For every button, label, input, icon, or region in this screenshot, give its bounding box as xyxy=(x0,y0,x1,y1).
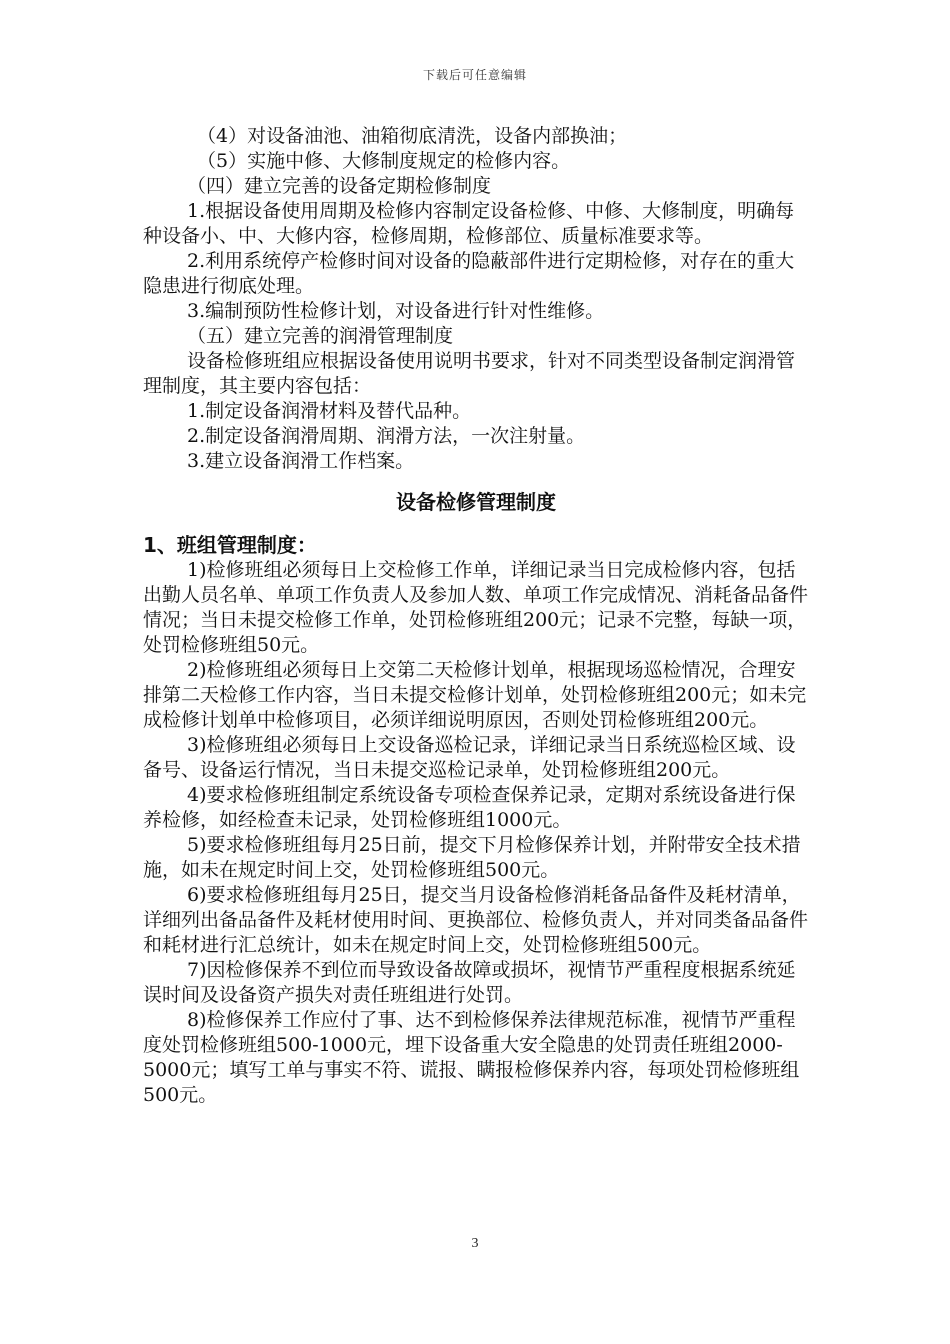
page-number: 3 xyxy=(471,1236,479,1251)
rule-item: 7)因检修保养不到位而导致设备故障或损坏，视情节严重程度根据系统延误时间及设备资产损失对责任班组进行处罚。 xyxy=(143,959,796,1006)
rule-item: 6)要求检修班组每月25日，提交当月设备检修消耗备品备件及耗材清单，详细列出备品备件及耗材使用时间、更换部位、检修负责人，并对同类备品备件和耗材进行汇总统计，如未在规定时间上交，处罚检修班组500元。 xyxy=(143,884,809,956)
rule-item: 8)检修保养工作应付了事、达不到检修保养法律规范标准，视情节严重程度处罚检修班组500-1000元，埋下设备重大安全隐患的处罚责任班组2000-5000元；填写工单与事实不符、谎报、瞒报检修保养内容，每项处罚检修班组500元。 xyxy=(143,1009,800,1106)
rule-item: 1)检修班组必须每日上交检修工作单，详细记录当日完成检修内容，包括出勤人员名单、单项工作负责人及参加人数、单项工作完成情况、消耗备品备件情况；当日未提交检修工作单，处罚检修班组200元；记录不完整，每缺一项，处罚检修班组50元。 xyxy=(143,559,809,656)
section-heading: （四）建立完善的设备定期检修制度 xyxy=(187,175,492,197)
paragraph: 3.建立设备润滑工作档案。 xyxy=(187,450,415,472)
document-body xyxy=(143,124,809,1108)
rule-item: 5)要求检修班组每月25日前，提交下月检修保养计划，并附带安全技术措施，如未在规定时间上交，处罚检修班组500元。 xyxy=(143,834,801,881)
paragraph: 1.根据设备使用周期及检修内容制定设备检修、中修、大修制度，明确每种设备小、中、大修内容，检修周期，检修部位、质量标准要求等。 xyxy=(143,200,795,247)
paragraph: 2.利用系统停产检修时间对设备的隐蔽部件进行定期检修，对存在的重大隐患进行彻底处理。 xyxy=(143,250,795,297)
paragraph: （4）对设备油池、油箱彻底清洗，设备内部换油； xyxy=(197,125,628,147)
paragraph: 2.制定设备润滑周期、润滑方法，一次注射量。 xyxy=(187,425,586,447)
paragraph: （5）实施中修、大修制度规定的检修内容。 xyxy=(197,150,571,172)
page-header: 下载后可任意编辑 xyxy=(422,68,527,82)
rule-item: 3)检修班组必须每日上交设备巡检记录，详细记录当日系统巡检区域、设备号、设备运行情况，当日未提交巡检记录单，处罚检修班组200元。 xyxy=(143,734,796,781)
paragraph: 1.制定设备润滑材料及替代品种。 xyxy=(187,400,472,422)
section-title: 设备检修管理制度 xyxy=(396,490,556,514)
section-heading: （五）建立完善的润滑管理制度 xyxy=(187,325,454,347)
subheading: 1、班组管理制度： xyxy=(143,533,317,557)
paragraph: 设备检修班组应根据设备使用说明书要求，针对不同类型设备制定润滑管理制度，其主要内容包括： xyxy=(143,350,796,397)
paragraph: 3.编制预防性检修计划，对设备进行针对性维修。 xyxy=(187,300,605,322)
rule-item: 2)检修班组必须每日上交第二天检修计划单，根据现场巡检情况，合理安排第二天检修工作内容，当日未提交检修计划单，处罚检修班组200元；如未完成检修计划单中检修项目，必须详细说明原因，否则处罚检修班组200元。 xyxy=(143,659,807,731)
rule-item: 4)要求检修班组制定系统设备专项检查保养记录，定期对系统设备进行保养检修，如经检查未记录，处罚检修班组1000元。 xyxy=(143,784,796,831)
